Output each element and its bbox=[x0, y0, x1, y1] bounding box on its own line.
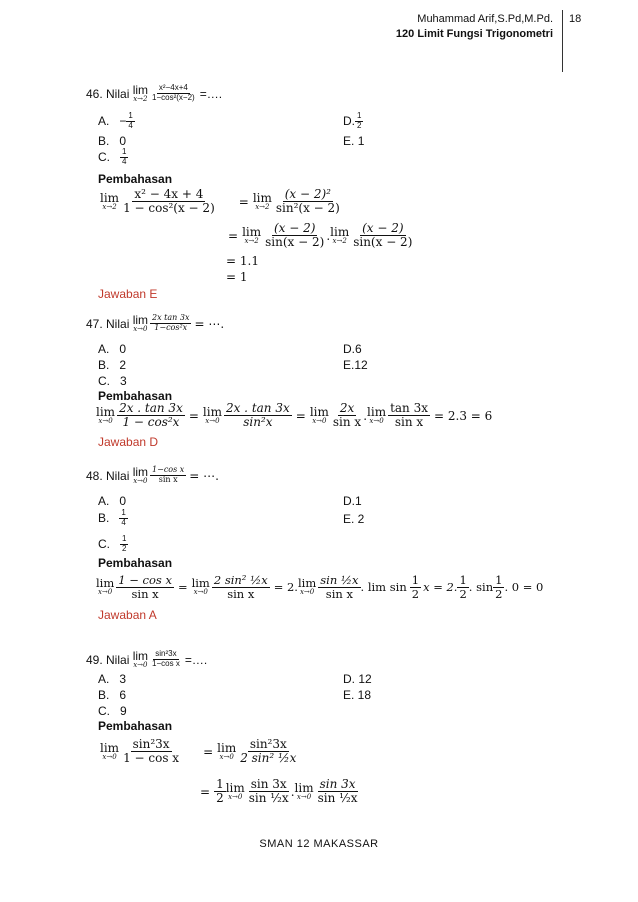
option-c: C. 1 4 bbox=[98, 147, 127, 166]
option-d: D.1 bbox=[343, 494, 362, 508]
header-divider bbox=[562, 10, 563, 72]
header-book-title: 120 Limit Fungsi Trigonometri bbox=[395, 28, 553, 40]
option-e: E. 18 bbox=[343, 688, 372, 702]
option-a: A. 0 bbox=[98, 342, 127, 356]
solution-46-line-1: lim x→2 $\frac{\text{x² − 4x + 4}}{\text{1 − cos²(x − 2)}}$ = lim x→2 (x − 2)² sin²(x − 2) bbox=[100, 187, 340, 216]
question-label: 46. Nilai bbox=[86, 86, 130, 101]
solution-46-line-4: = 1 bbox=[226, 270, 248, 284]
option-e: E.12 bbox=[343, 358, 368, 372]
solution-title: Pembahasan bbox=[98, 172, 173, 186]
option-b: B. 2 bbox=[98, 358, 127, 372]
tail: =…. bbox=[199, 86, 223, 101]
solution-title: Pembahasan bbox=[98, 556, 173, 570]
solution-46-line-2: = lim x→2 (x − 2) sin(x − 2) . lim x→2 (x − 2) sin(x − 2) bbox=[228, 221, 413, 250]
question-46 bbox=[86, 84, 222, 103]
option-b: B. 0 bbox=[98, 134, 127, 148]
option-b: B. 1 4 bbox=[98, 508, 126, 527]
option-a: A. 0 bbox=[98, 494, 127, 508]
answer-46: Jawaban E bbox=[98, 287, 158, 301]
option-e: E. 1 bbox=[343, 134, 365, 148]
solution-48: lim x→0 $\frac{\text{1 − cos x}}{\text{sin x}}$ = lim x→0 $\frac{\text{2 sin² ½x}}{\text{sin x}}$ = 2. lim x→0 sin ½x sin x . lim sin 1 2 x = 2. 1 2 . sin 1 2 . 0 = 0 bbox=[96, 573, 544, 601]
option-d: D. 1 2 bbox=[343, 111, 362, 130]
solution-46-line-3: = 1.1 bbox=[226, 254, 259, 268]
footer-school: SMAN 12 MAKASSAR bbox=[259, 838, 379, 850]
page-number: 18 bbox=[569, 13, 582, 25]
option-c: C. 9 bbox=[98, 704, 127, 718]
header-author: Muhammad Arif,S.Pd,M.Pd. bbox=[417, 13, 553, 25]
solution-49-line-1: lim x→0 $\frac{\text{sin²3x}}{\text{1 − cos x}}$ = lim x→0 sin²3x 2 sin² ½x bbox=[100, 737, 297, 766]
question-48: 48. Nilai lim x→0 $\frac{\text{1−cos x}}{\text{sin x}}$ = ⋯. bbox=[86, 465, 219, 485]
limit: lim x→2 bbox=[132, 83, 149, 103]
fraction: $\frac{\text{x²−4x+4}}{\text{1−cos²(x−2)}}$ bbox=[152, 83, 195, 102]
question-49: 49. Nilai lim x→0 $\frac{\text{sin²3x}}{\text{1−cos x}}$ =…. bbox=[86, 649, 208, 669]
option-a: A. − $\frac{1}{4}$ bbox=[98, 111, 133, 130]
option-c: C. 1 2 bbox=[98, 534, 127, 553]
solution-49-line-2: = $\frac{1}{2}$ lim x→0 sin 3x sin ½x . lim x→0 sin 3x sin ½x bbox=[200, 777, 358, 806]
option-d: D. 12 bbox=[343, 672, 372, 686]
solution-47: lim x→0 $\frac{2x . \tan 3x}{\text{1 − cos²x}}$ = lim x→0 $\frac{2x . \tan 3x}{\text{sin²x}}$ = lim x→0 2x sin x . lim x→0 $\frac{\tan 3x}{\text{sin x}}$ = 2.3 = 6 bbox=[96, 401, 493, 430]
option-d: D.6 bbox=[343, 342, 362, 356]
option-e: E. 2 bbox=[343, 512, 365, 526]
option-b: B. 6 bbox=[98, 688, 127, 702]
answer-48: Jawaban A bbox=[98, 608, 157, 622]
option-a: A. 3 bbox=[98, 672, 127, 686]
solution-title: Pembahasan bbox=[98, 719, 173, 733]
solution-title: Pembahasan bbox=[98, 389, 173, 403]
option-c: C. 3 bbox=[98, 374, 127, 388]
question-47: 47. Nilai lim x→0 $\frac{\text{2x tan 3x}}{\text{1−cos²x}}$ = ⋯. bbox=[86, 313, 225, 333]
answer-47: Jawaban D bbox=[98, 435, 159, 449]
